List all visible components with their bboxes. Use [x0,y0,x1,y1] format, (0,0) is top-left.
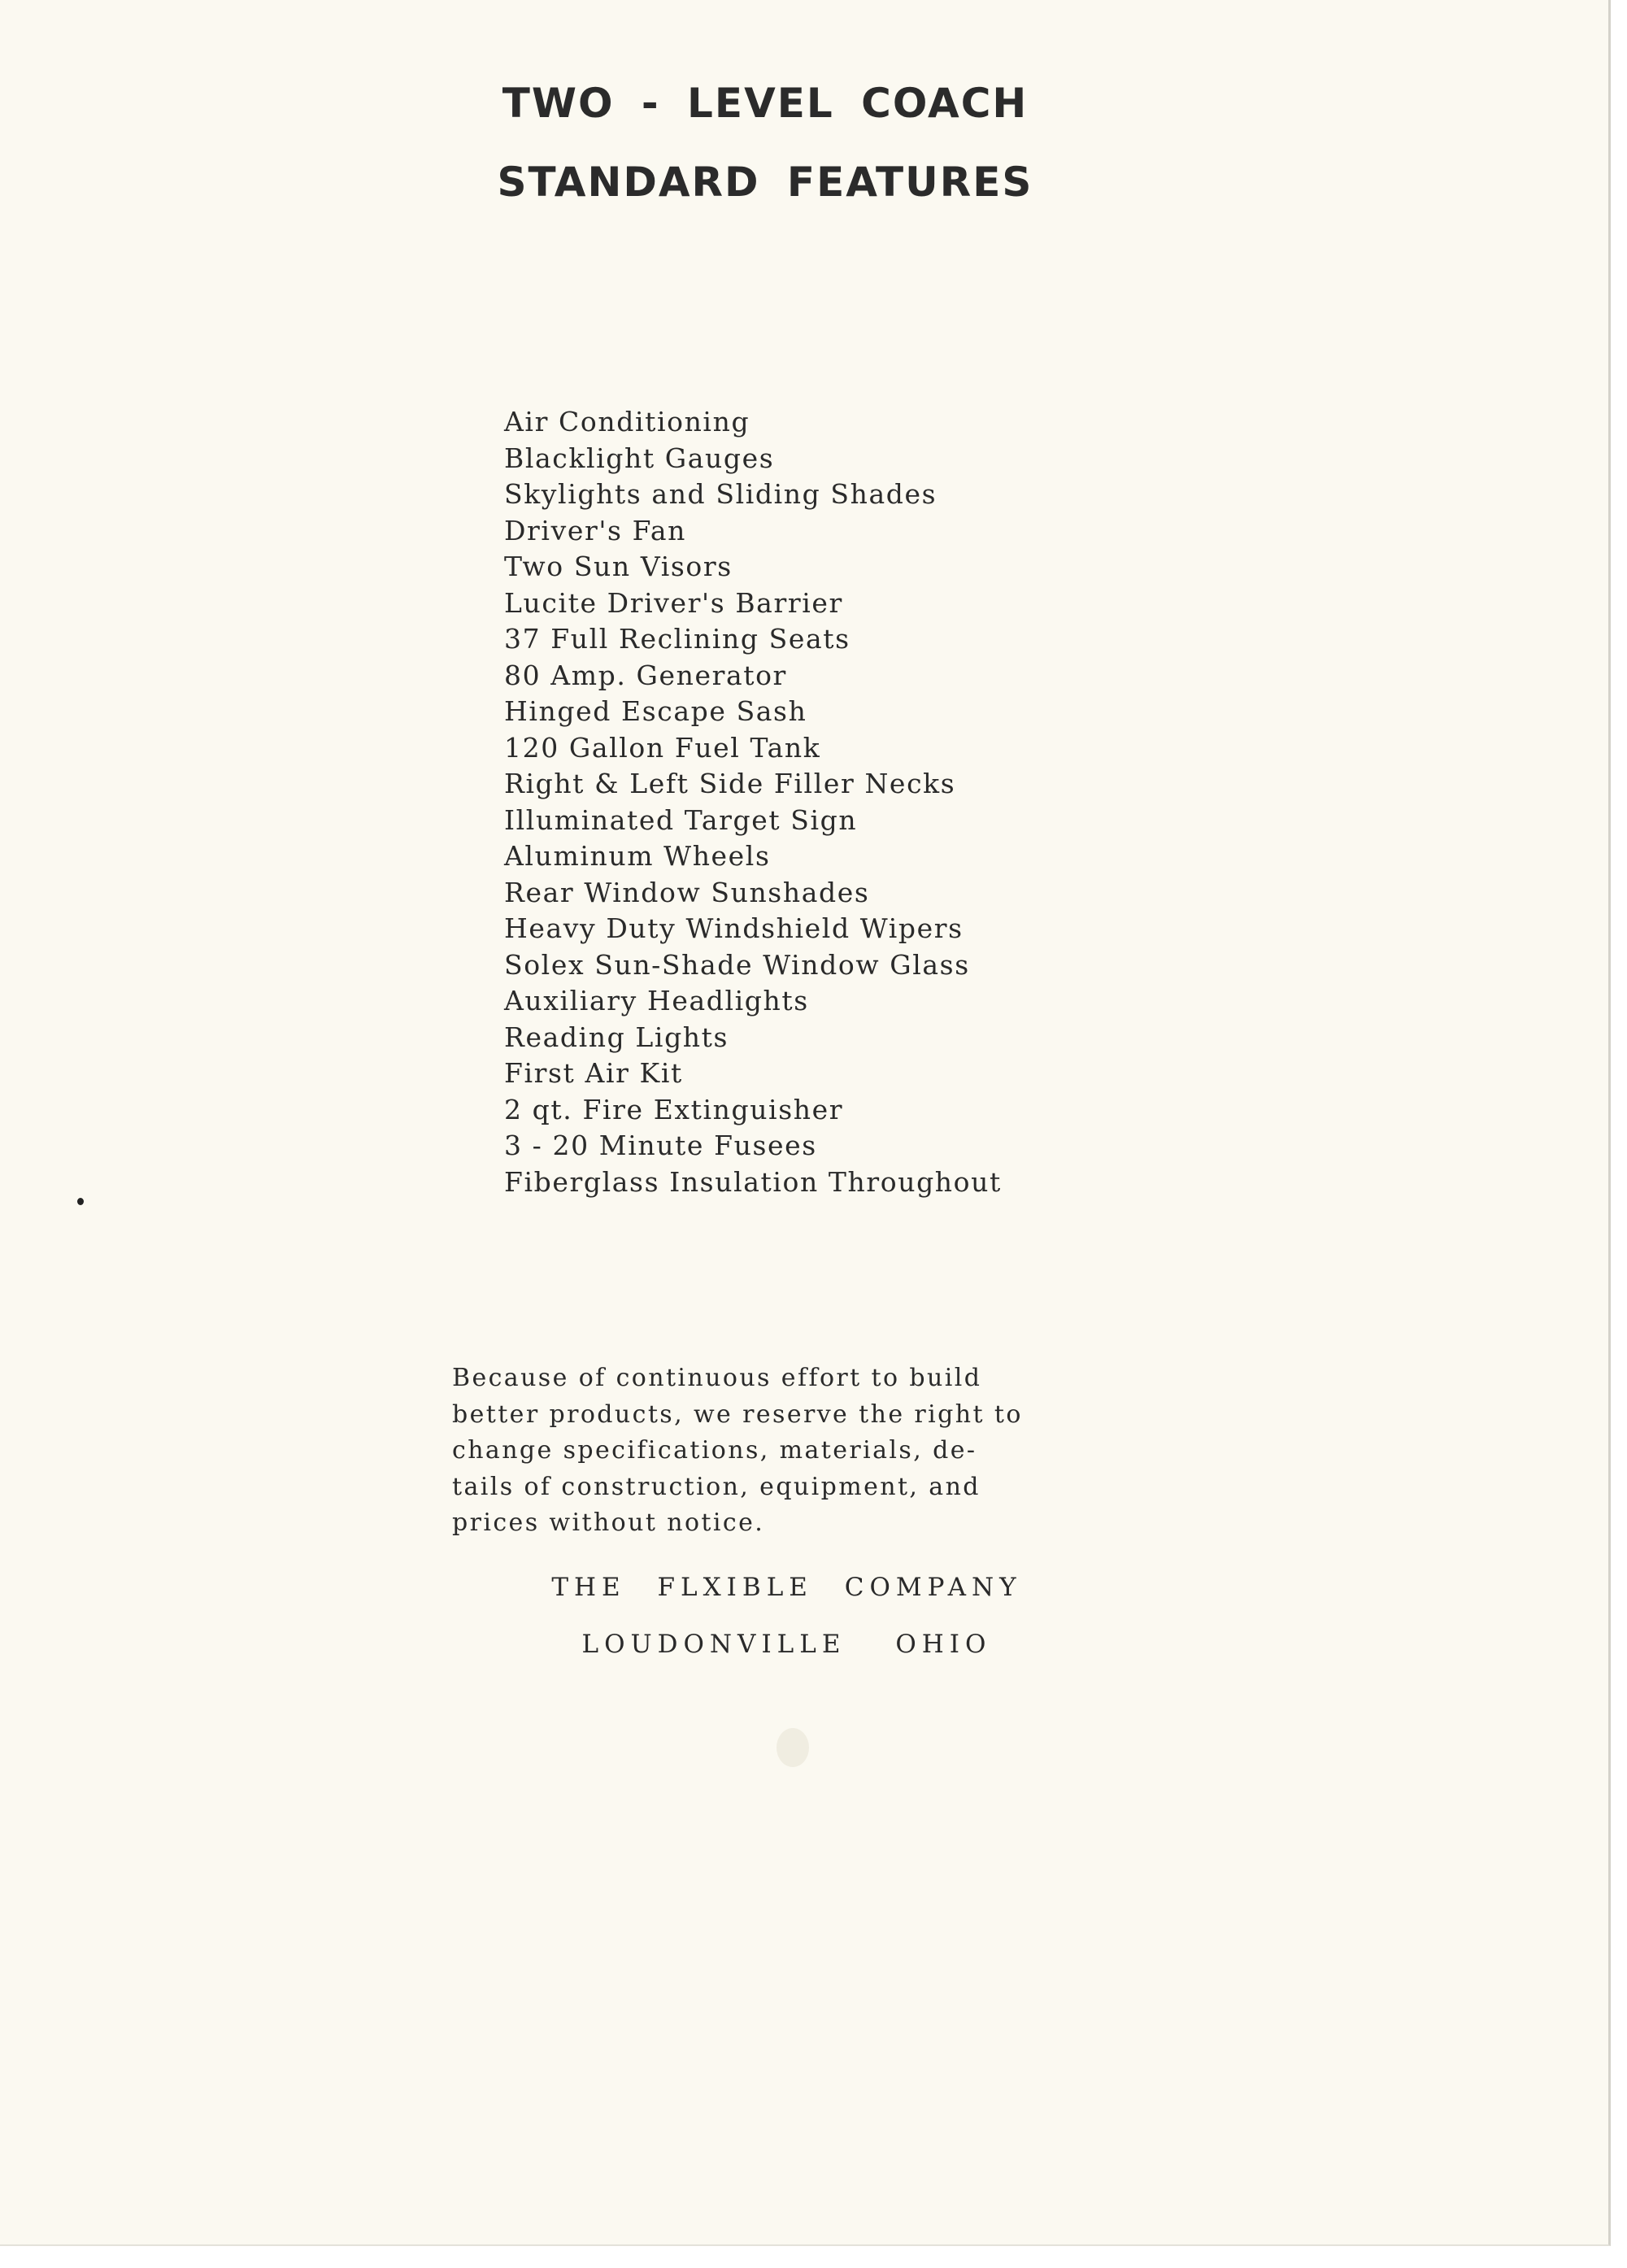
feature-item: 2 qt. Fire Extinguisher [504,1093,844,1125]
feature-item: Skylights and Sliding Shades [504,478,937,510]
feature-list [504,404,1002,1200]
feature-item: Two Sun Visors [504,551,733,582]
disclaimer-line: change specifications, materials, de- [452,1436,977,1465]
feature-item: Aluminum Wheels [504,840,771,872]
disclaimer-paragraph [452,1360,1103,1542]
feature-item: Hinged Escape Sash [504,695,807,727]
title-line-2: STANDARD FEATURES [497,159,1033,206]
feature-item: Air Conditioning [504,406,750,437]
feature-item: Right & Left Side Filler Necks [504,768,956,799]
company-name: THE FLXIBLE COMPANY [551,1573,1022,1602]
feature-item: First Air Kit [504,1057,683,1089]
feature-item: 120 Gallon Fuel Tank [504,731,821,764]
feature-item: Blacklight Gauges [504,442,775,474]
disclaimer-line: better products, we reserve the right to [452,1400,1023,1429]
feature-item: 3 - 20 Minute Fusees [504,1130,817,1161]
company-location: LOUDONVILLE OHIO [581,1630,992,1659]
ink-speck [77,1198,84,1205]
title-line-1: TWO - LEVEL COACH [502,80,1029,127]
disclaimer-line: Because of continuous effort to build [452,1364,982,1392]
feature-item: Rear Window Sunshades [504,876,870,908]
feature-item: Heavy Duty Windshield Wipers [504,912,964,944]
feature-item: Solex Sun-Shade Window Glass [504,948,970,981]
feature-item: 80 Amp. Generator [504,659,787,691]
feature-item: Reading Lights [504,1021,729,1053]
feature-item: Lucite Driver's Barrier [504,586,843,619]
feature-item: Driver's Fan [504,514,687,546]
disclaimer-line: prices without notice. [452,1508,765,1537]
disclaimer-line: tails of construction, equipment, and [452,1472,981,1501]
feature-item: Fiberglass Insulation Throughout [504,1165,1002,1198]
feature-item: Auxiliary Headlights [504,985,809,1016]
paper-smudge [777,1728,809,1767]
feature-item: Illuminated Target Sign [504,803,858,836]
feature-item: 37 Full Reclining Seats [504,623,850,655]
